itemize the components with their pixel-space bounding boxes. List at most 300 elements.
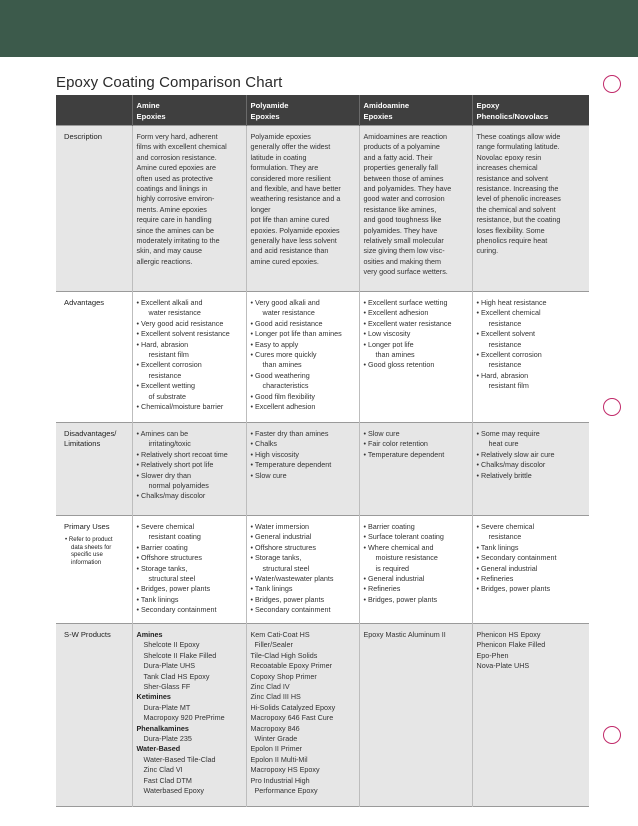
bullet-text: • Chalks/may discolor	[136, 491, 206, 501]
column-header	[472, 95, 589, 126]
bullet-text: • Cures more quickly	[250, 350, 317, 360]
description-line: range formulating latitude.	[476, 142, 560, 152]
bullet-text: • Chemical/moisture barrier	[136, 402, 224, 412]
description-line: formulation. They are	[250, 163, 319, 173]
bullet-list	[251, 429, 355, 481]
primary-uses-row	[56, 516, 589, 624]
product-name: Performance Epoxy	[254, 786, 318, 796]
disadvantages-cell	[472, 423, 589, 516]
bullet-item	[251, 429, 355, 439]
product-name: Water-Based Tile-Clad	[143, 754, 216, 764]
bullet-text: of substrate	[148, 391, 187, 401]
description-line: properties generally fall	[363, 163, 438, 173]
description-line: between those of amines	[363, 173, 444, 183]
bullet-item	[251, 298, 355, 319]
bullet-item	[477, 553, 586, 563]
bullet-item	[477, 522, 586, 543]
description-line: loses flexibility. Some	[476, 225, 545, 235]
disadvantages-cell	[246, 423, 359, 516]
description-line: size giving them low visc-	[363, 246, 445, 256]
bullet-item	[251, 574, 355, 584]
bullet-item	[137, 471, 242, 492]
description-line: films with excellent chemical	[136, 142, 227, 152]
bullet-item	[137, 319, 242, 329]
product-name: Epoxy Mastic Aluminum II	[363, 630, 446, 639]
bullet-text: resistance	[488, 318, 522, 328]
bullet-item	[364, 340, 468, 361]
bullet-text: • Low viscosity	[363, 329, 411, 339]
description-line: Novolac epoxy resin	[476, 152, 542, 162]
advantages-cell	[472, 292, 589, 423]
product-name: Epolon II Primer	[250, 744, 303, 754]
bullet-item	[137, 340, 242, 361]
description-line: pot life than amine cured	[250, 215, 330, 225]
bullet-item	[137, 381, 242, 402]
header-blank	[56, 95, 132, 126]
description-line: require care in handling	[136, 215, 212, 225]
description-line: and flexible, and have better	[250, 184, 341, 194]
bullet-text: • Relatively brittle	[476, 470, 532, 480]
bullet-text: • Excellent water resistance	[363, 318, 452, 328]
description-row	[56, 126, 589, 292]
bullet-item	[251, 329, 355, 339]
bullet-text: • Relatively slow air cure	[476, 449, 555, 459]
description-line: resistance, but the coating	[476, 215, 561, 225]
bullet-text: • Slow cure	[250, 470, 287, 480]
bullet-text: • Good film flexibility	[250, 391, 315, 401]
description-line: curing.	[476, 246, 499, 256]
bullet-list	[137, 429, 242, 502]
bullet-item	[477, 450, 586, 460]
bullet-text: • Slower dry than	[136, 470, 191, 480]
row-label-line: Limitations	[64, 439, 101, 449]
description-line: longer	[250, 204, 271, 214]
product-name: Recoatable Epoxy Primer	[250, 661, 332, 671]
bullet-item	[251, 460, 355, 470]
description-line: These coatings allow wide	[476, 132, 561, 141]
column-header-line: Amine	[136, 101, 160, 110]
header-band	[0, 0, 638, 57]
bullet-item	[251, 319, 355, 329]
description-line: and polyamides. They have	[363, 184, 452, 194]
bullet-item	[251, 450, 355, 460]
bullet-text: water resistance	[148, 308, 201, 318]
product-name: Nova-Plate UHS	[476, 661, 530, 671]
description-line: skin, and may cause	[136, 246, 203, 256]
bullet-item	[477, 564, 586, 574]
bullet-item	[251, 350, 355, 371]
bullet-item	[477, 429, 586, 450]
column-header-line: Polyamide	[250, 101, 289, 110]
column-header	[246, 95, 359, 126]
bullet-text: • General industrial	[476, 563, 538, 573]
bullet-item	[251, 595, 355, 605]
bullet-text: • Amines can be	[136, 429, 189, 438]
bullet-text: • Water/wastewater plants	[250, 574, 334, 584]
bullet-item	[364, 429, 468, 439]
product-name: Epolon II Multi-Mil	[250, 754, 308, 764]
row-label: Description	[56, 126, 132, 292]
bullet-text: • Excellent wetting	[136, 381, 195, 391]
bullet-list	[477, 298, 586, 392]
bullet-item	[477, 543, 586, 553]
description-line: very good surface wetters.	[363, 267, 448, 277]
bullet-item	[364, 439, 468, 449]
disadvantages-cell	[132, 423, 246, 516]
product-group-label: Water-Based	[136, 744, 181, 754]
bullet-text: • Secondary containment	[136, 605, 217, 615]
bullet-text: • Severe chemical	[476, 522, 535, 531]
bullet-item	[364, 595, 468, 605]
bullet-item	[137, 605, 242, 615]
product-name: Shelcote II Flake Filled	[143, 650, 217, 660]
note-line: information	[71, 558, 102, 566]
description-line: highly corrosive environ-	[136, 194, 215, 204]
row-label: Advantages	[56, 292, 132, 423]
bullet-text: • Storage tanks,	[136, 563, 188, 573]
bullet-text: • Good gloss retention	[363, 360, 435, 370]
bullet-text: • Barrier coating	[136, 542, 188, 552]
product-name: Pro Industrial High	[250, 775, 310, 785]
product-group-label: Ketimines	[136, 692, 171, 702]
advantages-row	[56, 292, 589, 423]
bullet-item	[251, 371, 355, 392]
product-name: Dura-Plate UHS	[143, 661, 196, 671]
bullet-item	[477, 584, 586, 594]
bullet-item	[137, 595, 242, 605]
bullet-text: • Excellent corrosion	[476, 350, 542, 360]
bullet-item	[364, 308, 468, 318]
bullet-list	[364, 522, 468, 605]
bullet-item	[251, 532, 355, 542]
product-name: Shelcote II Epoxy	[143, 640, 200, 650]
note-line: specific use	[71, 551, 103, 559]
primary-uses-note	[64, 536, 128, 566]
bullet-item	[251, 584, 355, 594]
products-cell-amidoamine	[359, 624, 472, 807]
bullet-text: • Bridges, power plants	[250, 594, 325, 604]
punch-hole-icon	[603, 75, 621, 93]
bullet-item	[251, 340, 355, 350]
bullet-item	[137, 360, 242, 381]
product-name: Kem Cati-Coat HS	[250, 630, 310, 639]
bullet-text: • Bridges, power plants	[476, 584, 551, 594]
description-line: resistance like amines,	[363, 204, 437, 214]
bullet-text: resistance	[488, 339, 522, 349]
bullet-item	[251, 471, 355, 481]
bullet-item	[251, 553, 355, 574]
description-line: latitude in coating	[250, 152, 307, 162]
bullet-text: than amines	[375, 350, 415, 360]
product-group-label: Amines	[136, 630, 163, 639]
description-line: osities and making them	[363, 256, 442, 266]
description-line: considered more resilient	[250, 173, 331, 183]
description-line: level of phenolic increases	[476, 194, 561, 204]
product-name: Zinc Clad III HS	[250, 692, 301, 702]
bullet-text: • Hard, abrasion	[136, 339, 189, 349]
bullet-list	[251, 522, 355, 616]
description-line: good water and corrosion	[363, 194, 445, 204]
bullet-item	[364, 360, 468, 370]
bullet-text: structural steel	[262, 563, 310, 573]
disadvantages-row	[56, 423, 589, 516]
bullet-text: • Tank linings	[250, 584, 293, 594]
column-header-line: Epoxies	[136, 112, 166, 121]
bullet-item	[364, 574, 468, 584]
bullet-text: • Faster dry than amines	[250, 429, 329, 438]
bullet-text: • Some may require	[476, 429, 540, 438]
bullet-text: resistance	[488, 360, 522, 370]
description-line: and corrosion resistance.	[136, 152, 217, 162]
description-line: the chemical and solvent	[476, 204, 556, 214]
bullet-text: • Storage tanks,	[250, 553, 302, 563]
bullet-text: • Longer pot life than amines	[250, 329, 342, 339]
bullet-text: • Excellent solvent	[476, 329, 535, 339]
column-header-line: Amidoamine	[363, 101, 410, 110]
product-name: Filler/Sealer	[254, 640, 293, 650]
bullet-text: resistance	[148, 370, 182, 380]
bullet-item	[137, 460, 242, 470]
bullet-text: • Fair color retention	[363, 439, 428, 449]
description-line: generally have less solvent	[250, 236, 337, 246]
bullet-text: • Tank linings	[476, 542, 519, 552]
bullet-text: • Excellent alkali and	[136, 298, 203, 307]
note-line: data sheets for	[71, 543, 112, 551]
bullet-text: • High heat resistance	[476, 298, 547, 307]
bullet-text: than amines	[262, 360, 302, 370]
product-name: Zinc Clad VI	[143, 765, 183, 775]
products-cell-polyamide	[246, 624, 359, 807]
advantages-cell	[132, 292, 246, 423]
bullet-item	[477, 298, 586, 308]
bullet-text: • Bridges, power plants	[363, 594, 438, 604]
bullet-text: structural steel	[148, 574, 196, 584]
bullet-item	[137, 522, 242, 543]
bullet-item	[137, 402, 242, 412]
bullet-text: • Chalks/may discolor	[476, 460, 546, 470]
column-header	[359, 95, 472, 126]
bullet-item	[251, 605, 355, 615]
description-line: allergic reactions.	[136, 256, 193, 266]
description-line: ments. Amine epoxies	[136, 204, 207, 214]
product-name: Zinc Clad IV	[250, 682, 290, 692]
products-cell-novolac	[472, 624, 589, 807]
column-header	[132, 95, 246, 126]
bullet-text: resistant film	[148, 350, 189, 360]
bullet-item	[137, 584, 242, 594]
bullet-text: • General industrial	[250, 532, 312, 542]
note-line: • Refer to product	[65, 536, 113, 544]
bullet-item	[477, 574, 586, 584]
description-line: and good toughness like	[363, 215, 442, 225]
column-header-line: Epoxies	[250, 112, 280, 121]
description-line: and acid resistance than	[250, 246, 329, 256]
bullet-item	[477, 308, 586, 329]
column-header-line: Epoxy	[476, 101, 500, 110]
punch-hole-icon	[603, 398, 621, 416]
bullet-text: • Easy to apply	[250, 339, 299, 349]
row-label	[56, 423, 132, 516]
description-line: coatings and linings in	[136, 184, 208, 194]
bullet-item	[477, 371, 586, 392]
bullet-text: • Water immersion	[250, 522, 310, 531]
bullet-text: • Relatively short recoat time	[136, 449, 228, 459]
bullet-text: moisture resistance	[375, 553, 438, 563]
bullet-item	[251, 392, 355, 402]
product-name: Waterbased Epoxy	[143, 786, 204, 796]
product-name: Hi-Solids Catalyzed Epoxy	[250, 702, 336, 712]
description-line: Polyamide epoxies	[250, 132, 311, 141]
bullet-text: is required	[375, 563, 410, 573]
bullet-text: • Where chemical and	[363, 542, 434, 552]
description-line: products of a polyamine	[363, 142, 440, 152]
bullet-text: • Excellent adhesion	[250, 402, 316, 412]
bullet-item	[251, 439, 355, 449]
description-cell	[472, 126, 589, 292]
bullet-text: • Secondary containment	[250, 605, 331, 615]
description-line: since the amines can be	[136, 225, 215, 235]
bullet-item	[137, 564, 242, 585]
primary-uses-cell	[132, 516, 246, 624]
product-name: Macropoxy 846	[250, 723, 300, 733]
primary-uses-cell	[246, 516, 359, 624]
bullet-text: • Excellent adhesion	[363, 308, 429, 318]
description-line: resistance. Increasing the	[476, 184, 559, 194]
bullet-list	[137, 522, 242, 616]
description-line: generally offer the widest	[250, 142, 331, 152]
bullet-text: • Very good acid resistance	[136, 318, 224, 328]
bullet-item	[137, 543, 242, 553]
product-name: Phenicon Flake Filled	[476, 640, 546, 650]
bullet-text: • Excellent surface wetting	[363, 298, 448, 307]
product-name: Dura-Plate MT	[143, 702, 191, 712]
product-name: Fast Clad DTM	[143, 775, 192, 785]
primary-uses-cell	[472, 516, 589, 624]
description-line: increases chemical	[476, 163, 538, 173]
bullet-item	[137, 329, 242, 339]
description-line: phenolics require heat	[476, 236, 548, 246]
row-label-text: Primary Uses	[64, 522, 110, 531]
bullet-item	[477, 350, 586, 371]
bullet-text: • Excellent chemical	[476, 308, 541, 318]
bullet-text: • Hard, abrasion	[476, 370, 529, 380]
primary-uses-cell	[359, 516, 472, 624]
header-row	[56, 95, 589, 126]
bullet-item	[251, 543, 355, 553]
bullet-item	[364, 532, 468, 542]
bullet-item	[137, 298, 242, 319]
bullet-text: characteristics	[262, 381, 309, 391]
description-line: often used as protective	[136, 173, 213, 183]
row-label-line: Disadvantages/	[64, 429, 117, 438]
bullet-text: • Very good alkali and	[250, 298, 320, 307]
product-group-label: Phenalkamines	[136, 723, 189, 733]
bullet-list	[364, 429, 468, 460]
bullet-list	[477, 522, 586, 595]
description-line: and a fatty acid. Their	[363, 152, 433, 162]
column-header-line: Epoxies	[363, 112, 393, 121]
row-label: S-W Products	[56, 624, 132, 807]
bullet-text: resistant coating	[148, 532, 201, 542]
bullet-item	[477, 471, 586, 481]
bullet-item	[251, 402, 355, 412]
bullet-item	[364, 543, 468, 574]
bullet-text: • Severe chemical	[136, 522, 195, 531]
products-row	[56, 624, 589, 807]
bullet-text: • Refineries	[476, 574, 514, 584]
bullet-text: • Tank linings	[136, 594, 179, 604]
bullet-text: irritating/toxic	[148, 439, 191, 449]
product-name: Tank Clad HS Epoxy	[143, 671, 210, 681]
bullet-text: • Good acid resistance	[250, 318, 323, 328]
product-name: Dura-Plate 235	[143, 734, 192, 744]
bullet-text: • Good weathering	[250, 370, 310, 380]
bullet-item	[477, 460, 586, 470]
bullet-text: • Temperature dependent	[363, 449, 445, 459]
product-name: Macropoxy HS Epoxy	[250, 765, 320, 775]
description-cell	[246, 126, 359, 292]
description-line: Amidoamines are reaction	[363, 132, 447, 141]
advantages-cell	[359, 292, 472, 423]
bullet-item	[364, 298, 468, 308]
description-line: epoxies. Polyamide epoxies	[250, 225, 340, 235]
description-line: Amine cured epoxies are	[136, 163, 217, 173]
description-line: weathering resistance and a	[250, 194, 341, 204]
row-label	[56, 516, 132, 624]
advantages-cell	[246, 292, 359, 423]
bullet-list	[364, 298, 468, 371]
description-line: polyamides. They have	[363, 225, 438, 235]
product-name: Tile-Clad High Solids	[250, 650, 318, 660]
bullet-item	[364, 522, 468, 532]
bullet-text: • Bridges, power plants	[136, 584, 211, 594]
bullet-text: • Excellent solvent resistance	[136, 329, 230, 339]
bullet-text: • Excellent corrosion	[136, 360, 202, 370]
bullet-item	[251, 522, 355, 532]
bullet-text: • Offshore structures	[250, 542, 316, 552]
description-line: resistance and solvent	[476, 173, 549, 183]
description-line: Form very hard, adherent	[136, 132, 218, 141]
bullet-text: • Longer pot life	[363, 339, 414, 349]
product-name: Macropoxy 646 Fast Cure	[250, 713, 334, 723]
bullet-item	[364, 319, 468, 329]
bullet-item	[364, 584, 468, 594]
bullet-text: • Temperature dependent	[250, 460, 332, 470]
bullet-text: resistance	[488, 532, 522, 542]
description-cell	[359, 126, 472, 292]
bullet-text: • Slow cure	[363, 429, 400, 438]
bullet-text: • High viscosity	[250, 449, 299, 459]
bullet-text: water resistance	[262, 308, 315, 318]
bullet-item	[137, 450, 242, 460]
bullet-text: resistant film	[488, 381, 529, 391]
bullet-text: • Chalks	[250, 439, 277, 449]
description-line: relatively small molecular	[363, 236, 444, 246]
bullet-text: • Barrier coating	[363, 522, 415, 531]
bullet-item	[137, 491, 242, 501]
bullet-text: normal polyamides	[148, 481, 209, 491]
description-line: moderately irritating to the	[136, 236, 220, 246]
bullet-text: • Relatively short pot life	[136, 460, 214, 470]
bullet-text: • Refineries	[363, 584, 401, 594]
products-cell-amine	[132, 624, 246, 807]
bullet-item	[477, 329, 586, 350]
disadvantages-cell	[359, 423, 472, 516]
product-name: Winter Grade	[254, 734, 298, 744]
bullet-item	[364, 450, 468, 460]
bullet-text: • Surface tolerant coating	[363, 532, 444, 542]
column-header-line: Phenolics/Novolacs	[476, 112, 549, 121]
